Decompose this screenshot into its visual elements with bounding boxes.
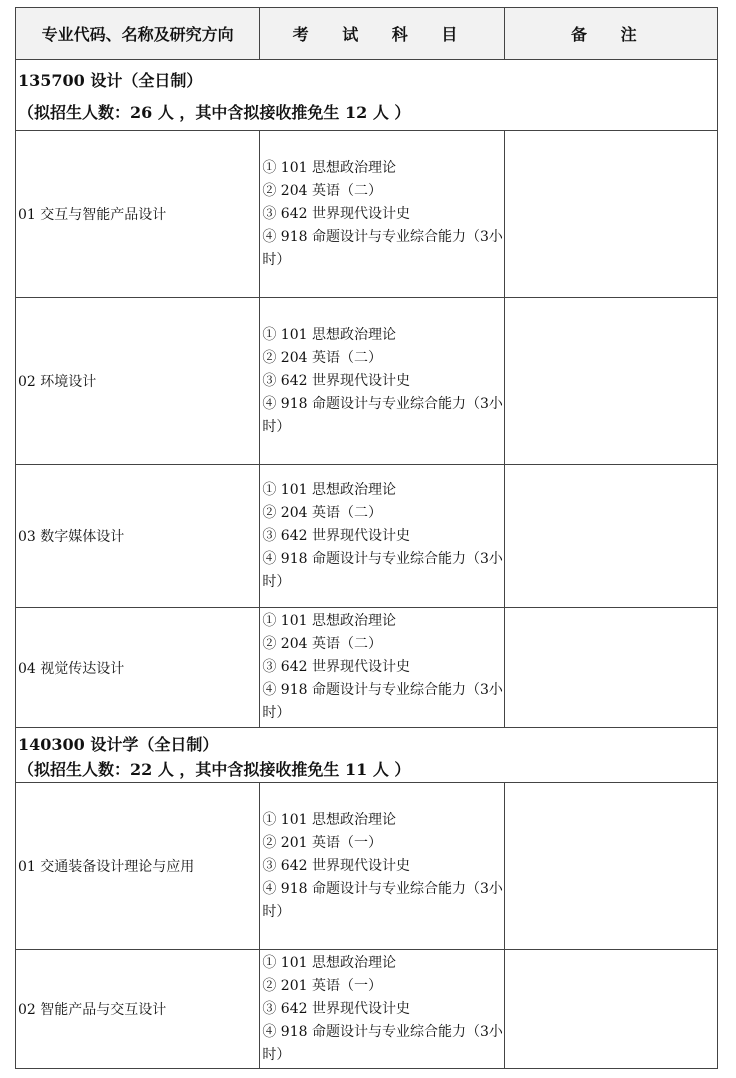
note-cell: [504, 131, 717, 298]
direction-name: 04 视觉传达设计: [16, 608, 260, 728]
subject-item: ② 204 英语（二）: [262, 504, 382, 521]
subjects-cell: [260, 465, 504, 608]
major-quota: （拟招生人数：22 人 ，其中含拟接收推免生 11 人 ）: [18, 760, 411, 779]
major-title: 135700 设计（全日制）: [18, 71, 203, 90]
subject-item: ① 101 思想政治理论: [262, 954, 396, 971]
major-quota: （拟招生人数：26 人 ，其中含拟接收推免生 12 人 ）: [18, 103, 411, 122]
note-cell: [504, 608, 717, 728]
subject-item: ③ 642 世界现代设计史: [262, 205, 410, 222]
subjects-cell: [260, 131, 504, 298]
subject-item: ① 101 思想政治理论: [262, 326, 396, 343]
header-subjects: 考 试 科 目: [260, 8, 504, 60]
header-major: 专业代码、名称及研究方向: [16, 8, 260, 60]
subject-item: ② 204 英语（二）: [262, 349, 382, 366]
major-cell: [16, 60, 718, 131]
subject-item: ④ 918 命题设计与专业综合能力（3小时）: [262, 395, 503, 435]
subject-item: ① 101 思想政治理论: [262, 811, 396, 828]
table-row: [16, 950, 718, 1069]
subject-item: ③ 642 世界现代设计史: [262, 857, 410, 874]
subject-item: ① 101 思想政治理论: [262, 159, 396, 176]
header-notes: 备 注: [504, 8, 717, 60]
direction-name: 02 智能产品与交互设计: [16, 950, 260, 1069]
major-row: [16, 728, 718, 783]
table-row: [16, 608, 718, 728]
subject-item: ④ 918 命题设计与专业综合能力（3小时）: [262, 1023, 503, 1063]
note-cell: [504, 783, 717, 950]
subject-item: ③ 642 世界现代设计史: [262, 372, 410, 389]
subject-item: ④ 918 命题设计与专业综合能力（3小时）: [262, 228, 503, 268]
subject-item: ③ 642 世界现代设计史: [262, 659, 410, 675]
subject-item: ④ 918 命题设计与专业综合能力（3小时）: [262, 880, 503, 920]
direction-name: 02 环境设计: [16, 298, 260, 465]
subject-item: ③ 642 世界现代设计史: [262, 1000, 410, 1017]
subject-item: ④ 918 命题设计与专业综合能力（3小时）: [262, 550, 503, 590]
direction-name: 01 交互与智能产品设计: [16, 131, 260, 298]
direction-name: 01 交通装备设计理论与应用: [16, 783, 260, 950]
exam-subjects-table: [15, 7, 718, 1069]
subject-item: ② 204 英语（二）: [262, 636, 382, 652]
table-row: [16, 298, 718, 465]
table-row: [16, 783, 718, 950]
direction-name: 03 数字媒体设计: [16, 465, 260, 608]
subject-item: ② 204 英语（二）: [262, 182, 382, 199]
subject-item: ① 101 思想政治理论: [262, 481, 396, 498]
table-row: [16, 131, 718, 298]
header-row: [16, 8, 718, 60]
major-row: [16, 60, 718, 131]
note-cell: [504, 298, 717, 465]
subject-item: ② 201 英语（一）: [262, 834, 382, 851]
subject-item: ③ 642 世界现代设计史: [262, 527, 410, 544]
major-cell: [16, 728, 718, 783]
subjects-cell: [260, 950, 504, 1069]
subjects-cell: [260, 298, 504, 465]
subjects-cell: [260, 608, 504, 728]
table-row: [16, 465, 718, 608]
subjects-cell: [260, 783, 504, 950]
note-cell: [504, 950, 717, 1069]
subject-item: ② 201 英语（一）: [262, 977, 382, 994]
subject-item: ④ 918 命题设计与专业综合能力（3小时）: [262, 682, 503, 721]
note-cell: [504, 465, 717, 608]
subject-item: ① 101 思想政治理论: [262, 613, 396, 629]
major-title: 140300 设计学（全日制）: [18, 735, 219, 754]
